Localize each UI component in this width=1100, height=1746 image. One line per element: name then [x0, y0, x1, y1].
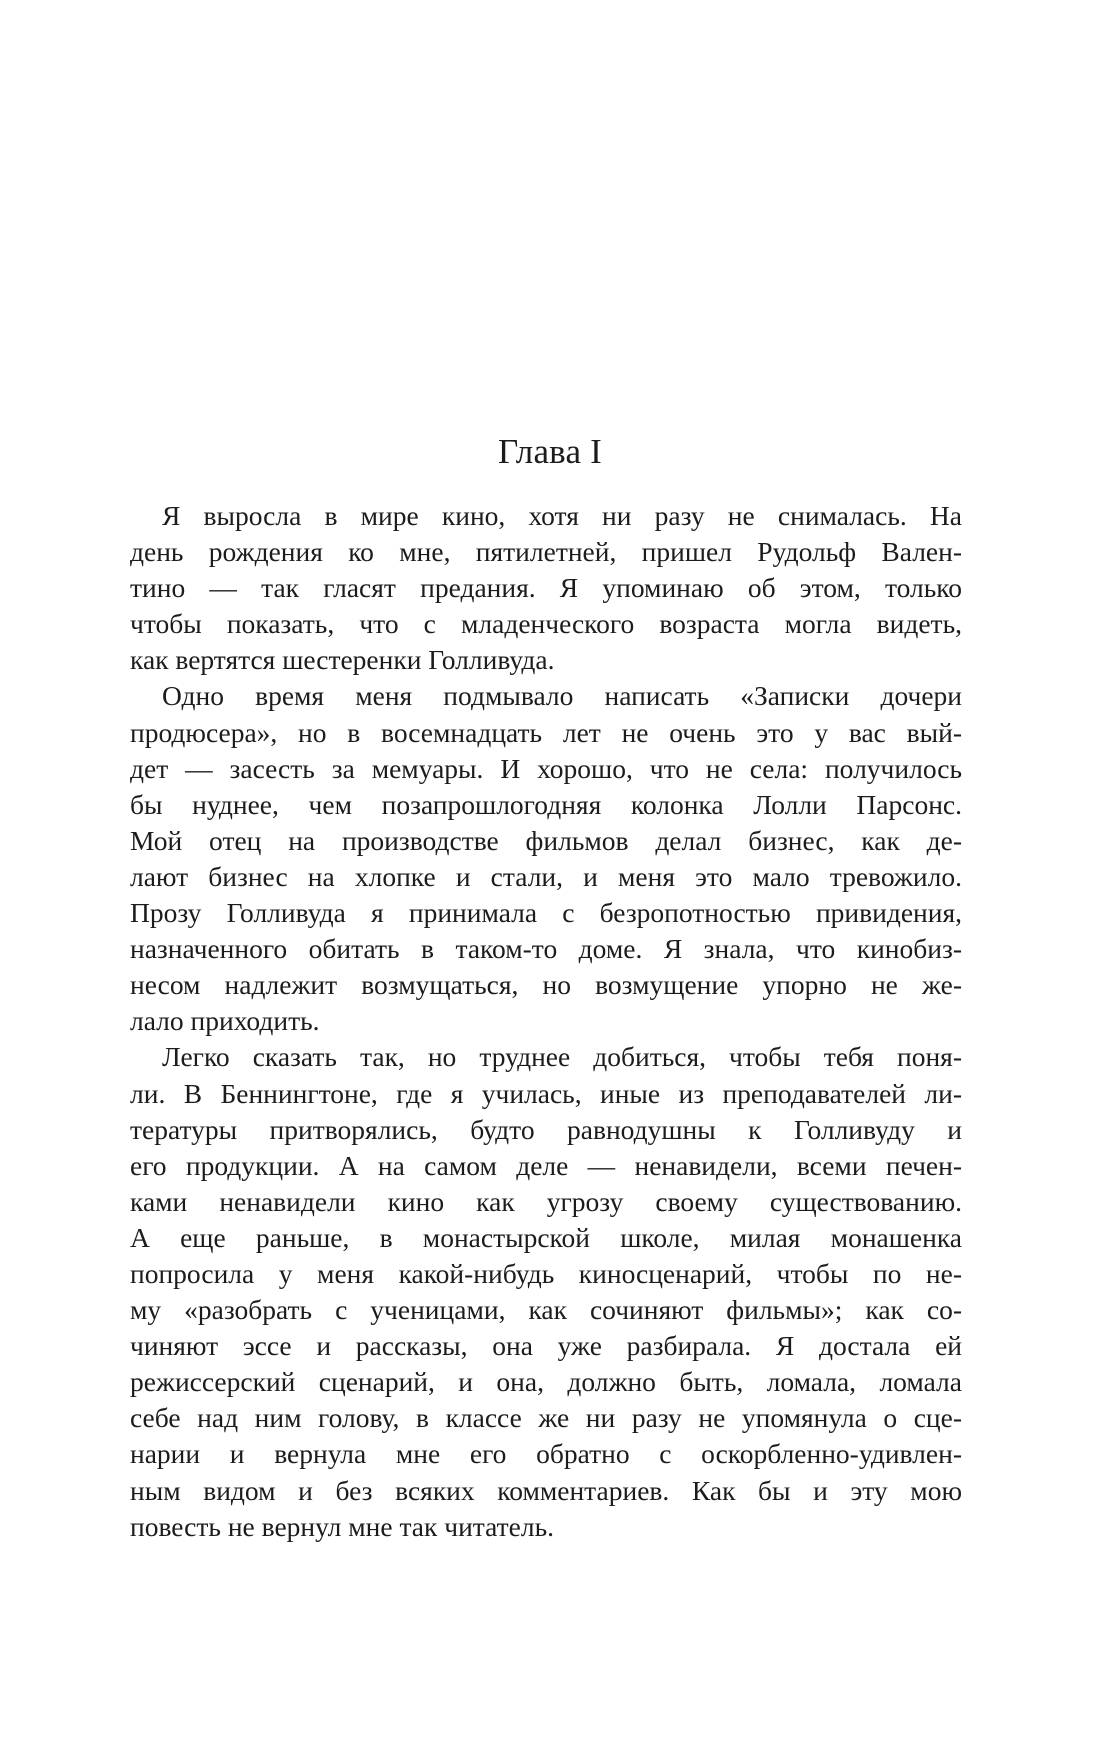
text-line	[130, 859, 962, 895]
chapter-title: Глава I	[497, 432, 602, 471]
text-line	[130, 895, 962, 931]
line-text: дет — засесть за мемуары. И хорошо, что не села: получилось	[130, 752, 962, 784]
line-text: Легко сказать так, но труднее добиться, чтобы тебя поня-	[162, 1041, 962, 1073]
text-line	[130, 1292, 962, 1328]
paragraph-1	[130, 498, 962, 678]
line-text: назначенного обитать в таком-то доме. Я знала, что кинобиз-	[130, 933, 962, 965]
line-text: чиняют эссе и рассказы, она уже разбирала. Я достала ей	[130, 1330, 962, 1362]
text-line	[130, 931, 962, 967]
line-text: как вертятся шестеренки Голливуда.	[130, 644, 555, 676]
text-line	[130, 1328, 962, 1364]
text-line	[130, 715, 962, 751]
line-text: лают бизнес на хлопке и стали, и меня это мало тревожило.	[130, 860, 962, 892]
text-line	[130, 787, 962, 823]
text-line	[130, 1364, 962, 1400]
line-text: продюсера», но в восемнадцать лет не очень это у вас вый-	[130, 716, 962, 748]
line-text: Одно время меня подмывало написать «Записки дочери	[162, 680, 962, 712]
line-text: режиссерский сценарий, и она, должно быть, ломала, ломала	[130, 1366, 962, 1398]
line-text: ным видом и без всяких комментариев. Как бы и эту мою	[130, 1474, 962, 1506]
line-text: нарии и вернула мне его обратно с оскорбленно-удивлен-	[130, 1438, 962, 1470]
line-text: му «разобрать с ученицами, как сочиняют фильмы»; как со-	[130, 1294, 962, 1326]
line-text: несом надлежит возмущаться, но возмущение упорно не же-	[130, 969, 962, 1001]
line-text: Я выросла в мире кино, хотя ни разу не снималась. На	[162, 500, 962, 531]
text-line	[130, 1436, 962, 1472]
text-line	[130, 1184, 962, 1220]
line-text: тино — так гласят предания. Я упоминаю об этом, только	[130, 572, 962, 604]
text-line	[130, 678, 962, 714]
line-text: Прозу Голливуда я принимала с безропотностью привидения,	[130, 897, 962, 929]
paragraph-2	[130, 678, 962, 1039]
text-line	[130, 823, 962, 859]
text-line	[130, 570, 962, 606]
text-line	[130, 606, 962, 642]
text-line	[130, 1473, 962, 1509]
line-text: чтобы показать, что с младенческого возраста могла видеть,	[130, 608, 962, 640]
text-line	[130, 1039, 962, 1075]
line-text: бы нуднее, чем позапрошлогодняя колонка Лолли Парсонс.	[130, 788, 962, 820]
text-line	[130, 1400, 962, 1436]
line-text: попросила у меня какой-нибудь киносценарий, чтобы по не-	[130, 1257, 962, 1289]
line-text: лало приходить.	[130, 1005, 320, 1037]
text-line	[130, 1148, 962, 1184]
text-line	[130, 1220, 962, 1256]
text-line	[130, 498, 962, 534]
line-text: день рождения ко мне, пятилетней, пришел Рудольф Вален-	[130, 536, 962, 568]
chapter-body	[130, 498, 962, 1545]
text-line	[130, 1112, 962, 1148]
line-text: А еще раньше, в монастырской школе, милая монашенка	[130, 1221, 962, 1253]
text-line	[130, 967, 962, 1003]
line-text: тературы притворялись, будто равнодушны к Голливуду и	[130, 1113, 962, 1145]
text-line	[130, 534, 962, 570]
line-text: Мой отец на производстве фильмов делал бизнес, как де-	[130, 824, 962, 856]
text-line	[130, 642, 962, 678]
text-line	[130, 1076, 962, 1112]
text-line	[130, 751, 962, 787]
paragraph-3	[130, 1039, 962, 1544]
line-text: ли. В Беннингтоне, где я училась, иные из преподавателей ли-	[130, 1077, 962, 1109]
text-line	[130, 1509, 962, 1545]
line-text: его продукции. А на самом деле — ненавидели, всеми печен-	[130, 1149, 962, 1181]
line-text: повесть не вернул мне так читатель.	[130, 1510, 555, 1542]
text-line	[130, 1256, 962, 1292]
line-text: себе над ним голову, в классе же ни разу не упомянула о сце-	[130, 1402, 962, 1434]
line-text: ками ненавидели кино как угрозу своему существованию.	[130, 1185, 962, 1217]
text-line	[130, 1003, 962, 1039]
